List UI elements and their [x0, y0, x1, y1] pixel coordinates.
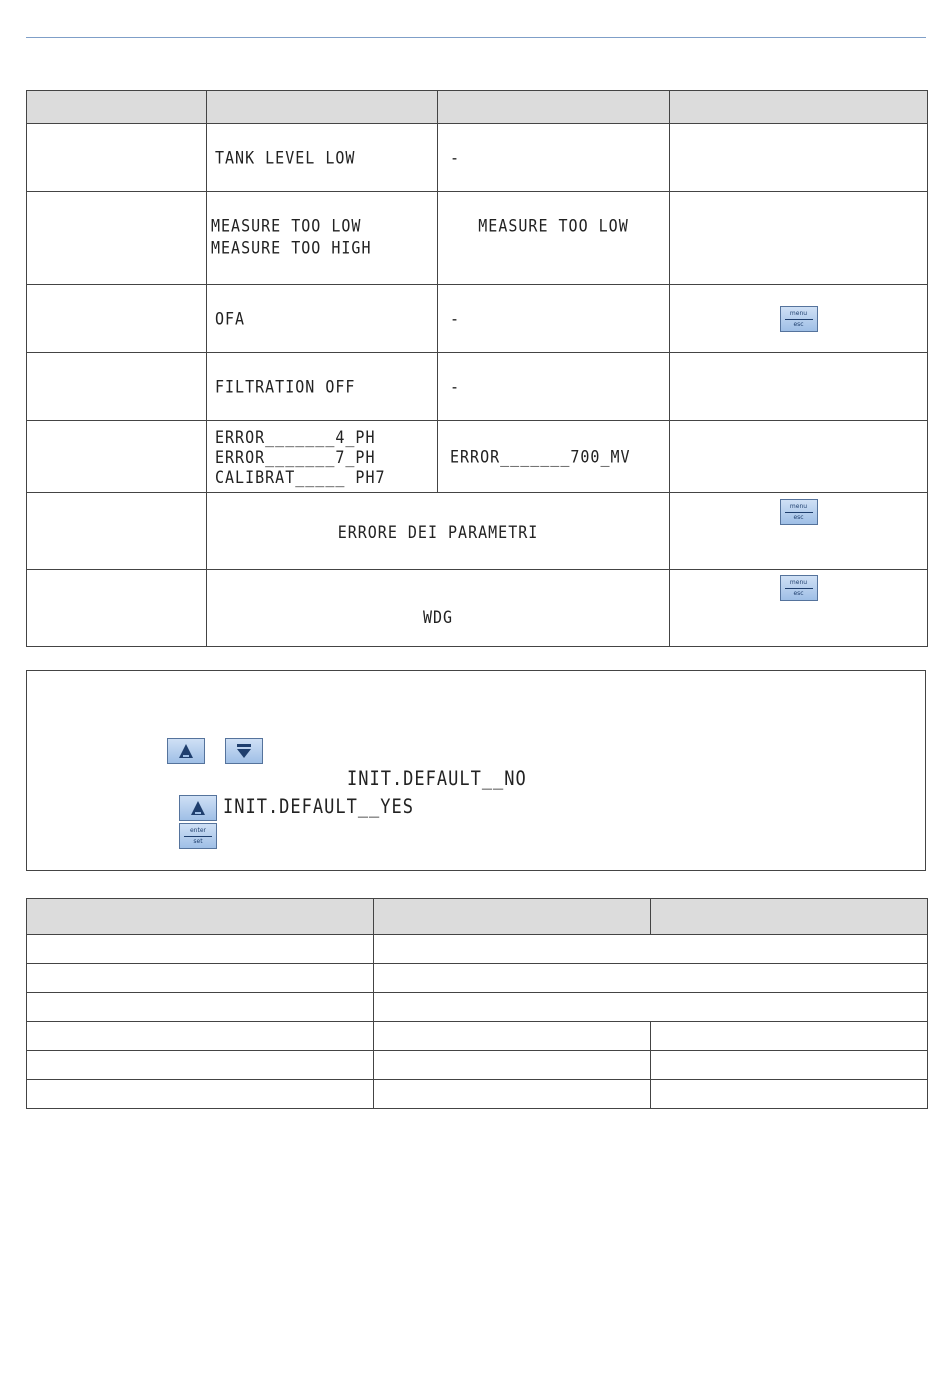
table-row	[27, 192, 928, 285]
table-cell	[374, 1080, 651, 1109]
table-row	[27, 421, 928, 493]
menu-esc-key-icon: menu esc	[780, 499, 818, 525]
header-cell	[207, 91, 438, 124]
lcd-init-default-yes: INIT.DEFAULT__YES	[223, 795, 414, 819]
table-cell	[670, 493, 928, 570]
table-cell	[27, 192, 207, 285]
table-cell	[438, 285, 670, 353]
table-row	[27, 1022, 928, 1051]
table-header-row	[27, 899, 928, 935]
table-cell	[27, 964, 374, 993]
table-cell	[27, 1022, 374, 1051]
lcd-text: -	[450, 376, 461, 398]
lcd-text: -	[450, 308, 461, 330]
lcd-text: WDG	[422, 606, 454, 627]
table-cell	[207, 353, 438, 421]
lcd-text: OFA	[215, 308, 246, 330]
table-row	[27, 1080, 928, 1109]
table-row	[27, 570, 928, 647]
lcd-text: ERROR_______700_MV	[450, 446, 631, 468]
lcd-text: CALIBRAT_____ PH7	[215, 466, 386, 487]
table-cell	[27, 993, 374, 1022]
header-cell	[27, 899, 374, 935]
table-cell	[438, 353, 670, 421]
table-cell	[670, 353, 928, 421]
table-row	[27, 1051, 928, 1080]
menu-esc-key-icon: menu esc	[780, 575, 818, 601]
table-cell	[207, 124, 438, 192]
table-cell	[670, 192, 928, 285]
lcd-text: -	[450, 147, 461, 169]
table-cell-merged	[374, 935, 928, 964]
header-cell	[651, 899, 928, 935]
table-cell	[438, 421, 670, 493]
table-cell-merged	[207, 493, 670, 570]
table-row	[27, 493, 928, 570]
down-arrow-icon	[225, 738, 263, 764]
lcd-text: FILTRATION OFF	[215, 376, 356, 398]
table-cell	[27, 124, 207, 192]
table-cell	[670, 124, 928, 192]
table-row	[27, 964, 928, 993]
table-cell	[27, 935, 374, 964]
lcd-text: ERROR_______7_PH	[215, 446, 376, 467]
table-cell	[27, 421, 207, 493]
table-cell	[651, 1080, 928, 1109]
lcd-text: MEASURE TOO LOW	[211, 215, 362, 237]
table-cell	[670, 570, 928, 647]
table-cell	[438, 192, 670, 285]
table-cell-merged	[374, 993, 928, 1022]
header-rule	[26, 37, 926, 38]
menu-esc-key-icon: menu esc	[780, 306, 818, 332]
lcd-text: ERRORE DEI PARAMETRI	[337, 521, 539, 542]
lcd-text: MEASURE TOO LOW	[478, 215, 629, 237]
table-cell	[651, 1022, 928, 1051]
table-cell	[27, 570, 207, 647]
header-cell	[374, 899, 651, 935]
lcd-init-default-no: INIT.DEFAULT__NO	[347, 767, 527, 791]
table-cell	[374, 1051, 651, 1080]
table-row	[27, 353, 928, 421]
table-cell	[207, 192, 438, 285]
lcd-text: TANK LEVEL LOW	[215, 147, 356, 169]
up-arrow-icon	[167, 738, 205, 764]
table-cell	[438, 124, 670, 192]
table-cell	[374, 1022, 651, 1051]
table-cell	[27, 1080, 374, 1109]
table-cell	[670, 421, 928, 493]
lcd-text: MEASURE TOO HIGH	[211, 237, 372, 259]
header-cell	[670, 91, 928, 124]
table-cell-merged	[374, 964, 928, 993]
table-row	[27, 935, 928, 964]
table-cell	[27, 1051, 374, 1080]
enter-set-key-icon: enter set	[179, 823, 217, 849]
table-cell	[27, 353, 207, 421]
table-header-row	[27, 91, 928, 124]
alarm-table	[26, 90, 928, 647]
parameters-table	[26, 898, 928, 1109]
up-arrow-icon	[179, 795, 217, 821]
table-cell	[207, 421, 438, 493]
table-cell	[651, 1051, 928, 1080]
header-cell	[438, 91, 670, 124]
table-row	[27, 285, 928, 353]
table-cell	[670, 285, 928, 353]
table-row	[27, 124, 928, 192]
table-row	[27, 993, 928, 1022]
table-cell-merged	[207, 570, 670, 647]
lcd-text: ERROR_______4_PH	[215, 426, 376, 447]
header-cell	[27, 91, 207, 124]
table-cell	[27, 493, 207, 570]
table-cell	[207, 285, 438, 353]
reset-defaults-box	[26, 670, 926, 871]
table-cell	[27, 285, 207, 353]
